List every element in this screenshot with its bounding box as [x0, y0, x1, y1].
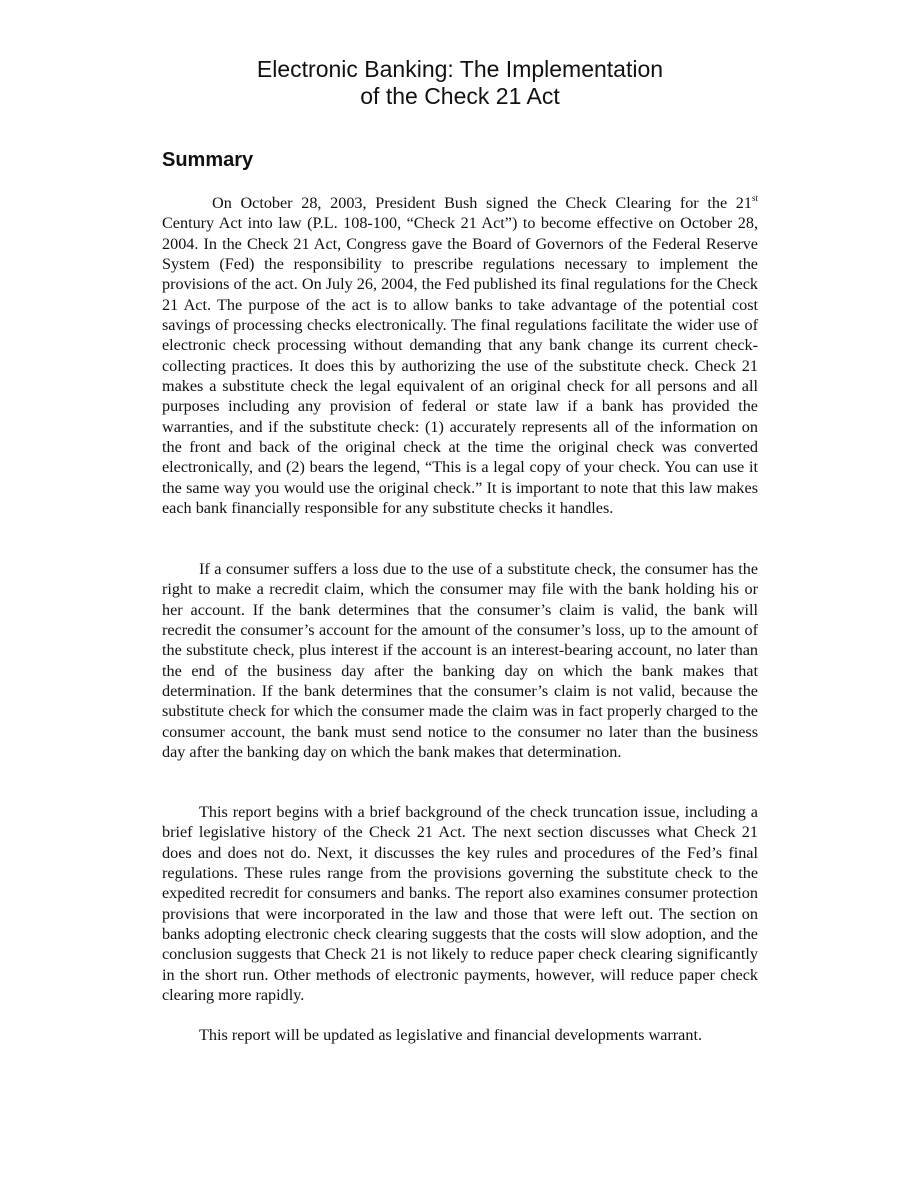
summary-paragraph-3: This report begins with a brief background of the check truncation issue, including a brief legislative history of the Check 21 Act. The next section discusses what Check 21 does and does not do. Next, it discusses the key rules and procedures of the Fed’s final regulations. These rules range from the provisions governing the substitute check to the expedited recredit for consumers and banks. The report also examines consumer protection provisions that were incorporated in the law and those that were left out. The section on banks adopting electronic check clearing suggests that the costs will slow adoption, and the conclusion suggests that Check 21 is not likely to reduce paper check clearing significantly in the short run. Other methods of electronic payments, however, will reduce paper check clearing more rapidly.: [162, 803, 758, 1005]
section-heading: Summary: [162, 149, 254, 171]
paragraph-1-lead: On October 28, 2003, President Bush signed the Check Clearing for the 21: [212, 194, 752, 212]
paragraph-1-rest: Century Act into law (P.L. 108-100, “Check 21 Act”) to become effective on October 28, 2004. In the Check 21 Act, Congress gave the Board of Governors of the Federal Reserve System (Fed) the responsibility to prescribe regulations necessary to implement the provisions of the act. On July 26, 2004, the Fed published its final regulations for the Check 21 Act. The purpose of the act is to allow banks to take advantage of the potential cost savings of processing checks electronically. The final regulations facilitate the wider use of electronic check processing without demanding that any bank change its current check-collecting practices. It does this by authorizing the use of the substitute check. Check 21 makes a substitute check the legal equivalent of an original check for all persons and all purposes including any provision of federal or state law if a bank has provided the warranties, and if the substitute check: (1) accurately represents all of the information on the front and back of the original check at the time the original check was converted electronically, and (2) bears the legend, “This is a legal copy of your check. You can use it the same way you would use the original check.” It is important to note that this law makes each bank financially responsible for any substitute checks it handles.: [162, 214, 758, 518]
title-line-2: of the Check 21 Act: [360, 83, 560, 109]
summary-paragraph-4: This report will be updated as legislative and financial developments warrant.: [199, 1026, 702, 1044]
document-title: [0, 56, 920, 110]
title-line-1: Electronic Banking: The Implementation: [256, 56, 664, 82]
ordinal-superscript: st: [751, 193, 758, 203]
summary-paragraph-1: [162, 193, 758, 519]
summary-paragraph-2: If a consumer suffers a loss due to the use of a substitute check, the consumer has the right to make a recredit claim, which the consumer may file with the bank holding his or her account. If the bank determines that the consumer’s claim is valid, the bank will recredit the consumer’s account for the amount of the consumer’s loss, up to the amount of the substitute check, plus interest if the account is an interest-bearing account, no later than the end of the business day after the banking day on which the bank makes that determination. If the bank determines that the consumer’s claim is not valid, because the substitute check for which the consumer made the claim was in fact properly charged to the consumer account, the bank must send notice to the consumer no later than the business day after the banking day on which the bank makes that determination.: [162, 560, 758, 762]
